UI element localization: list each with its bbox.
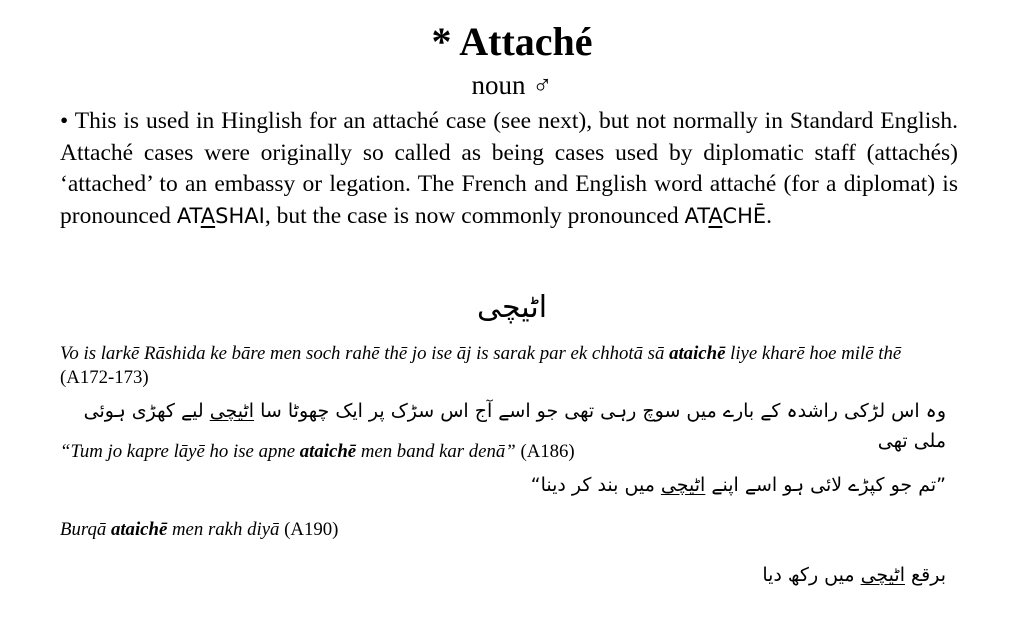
example-urdu: ”تم جو کپڑے لائی ہو اسے اپنے اٹیچی میں بند کر دینا“ <box>530 474 946 496</box>
urdu-keyword: اٹیچی <box>860 564 905 586</box>
example-reference: (A186) <box>515 441 575 462</box>
headword: * Attaché <box>431 19 593 64</box>
example-transliteration: Vo is larkē Rāshida ke bāre men soch rahē thē jo ise āj is sarak par ek chhotā sā ataichē liye kharē hoe milē thē (A172-173) <box>60 343 902 388</box>
example-reference: (A190) <box>279 519 339 540</box>
example-keyword: ataichē <box>299 441 357 462</box>
example-urdu: وہ اس لڑکی راشدہ کے بارے میں سوچ رہی تھی جو اسے آج اس سڑک پر ایک چھوٹا سا اٹیچی لیے کھڑی ہوئی ملی تھی <box>83 400 946 452</box>
pronunciation-diplomat: ATASHAI <box>176 203 265 228</box>
part-of-speech: noun ♂ <box>471 70 553 100</box>
example-keyword: ataichē <box>669 343 726 364</box>
example-keyword: ataichē <box>110 519 168 540</box>
example-transliteration: “Tum jo kapre lāyē ho ise apne ataichē men band kar denā” (A186) <box>60 441 575 462</box>
note-text-3: . <box>766 202 773 229</box>
note-text-1: • This is used in Hinglish for an attaché case (see next), but not normally in Standard English. Attaché cases were originally so called as being cases used by diplomatic staff (attachés) ‘attached’ to an embassy or legation. The French and English word attaché (for a diplomat) is pronounced <box>60 108 958 229</box>
note-text-2: , but the case is now commonly pronounced <box>264 202 685 229</box>
pronunciation-case: ATACHĒ <box>684 203 767 228</box>
urdu-headword: اٹیچی <box>476 290 548 325</box>
example-reference: (A172-173) <box>60 367 149 388</box>
usage-note <box>60 106 958 232</box>
urdu-keyword: اٹیچی <box>660 474 706 496</box>
urdu-keyword: اٹیچی <box>209 400 255 422</box>
example-urdu: برقع اٹیچی میں رکھ دیا <box>762 564 946 586</box>
example-transliteration: Burqā ataichē men rakh diyā (A190) <box>60 519 339 540</box>
